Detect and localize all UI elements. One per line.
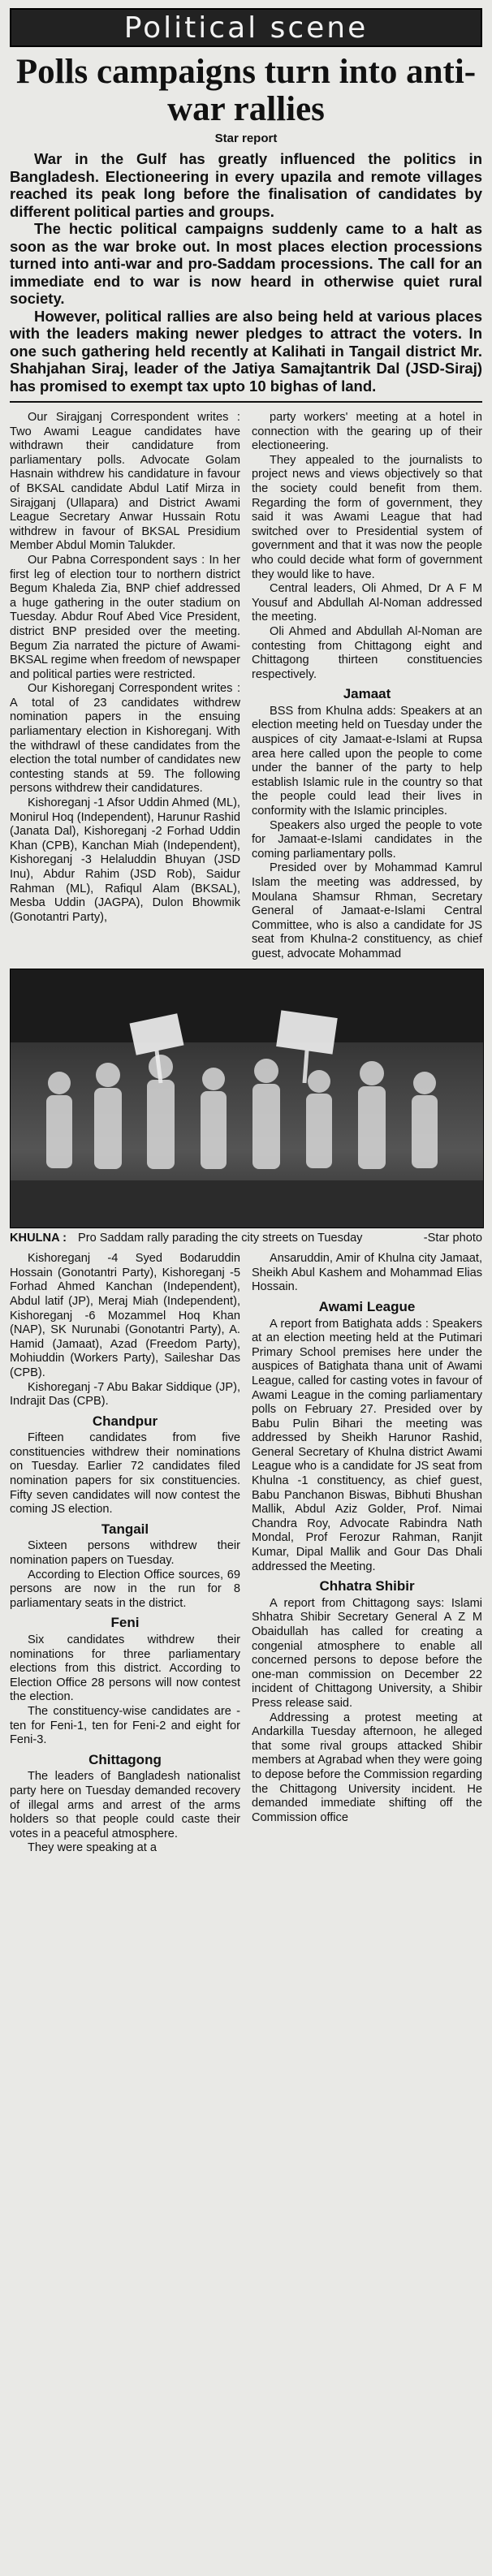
rally-photo <box>10 969 484 1228</box>
article-paragraph: Kishoreganj -7 Abu Bakar Siddique (JP), Indrajit Das (CPB). <box>10 1380 240 1409</box>
article-paragraph: Ansaruddin, Amir of Khulna city Jamaat, Sheikh Abul Kashem and Mohammad Elias Hossain. <box>252 1252 482 1294</box>
subhead-awami-league: Awami League <box>318 1298 416 1314</box>
lead-paragraph: However, political rallies are also being held at various places with the leaders making newer pledges to attract the voters. In one such gathering held recently at Kalihati in Tangail district Mr. Shahjahan Siraj, leader of the Jatiya Samajtantrik Dal (JSD-Siraj) has promised to exempt tax upto 10 bighas of land. <box>10 307 482 395</box>
crowd-silhouette <box>11 969 483 1228</box>
article-paragraph: Fifteen candidates from five constituencies withdrew their nominations on Tuesday. Earlier 72 candidates filed nomination papers for six constituencies. Fifty seven candidates will now contest the coming JS election. <box>10 1431 240 1517</box>
subhead-chhatra-shibir: Chhatra Shibir <box>319 1578 415 1594</box>
lower-right-column <box>252 1252 482 1856</box>
article-paragraph: A report from Chittagong says: Islami Shhatra Shibir Secretary General A Z M Obaidullah has called for creating a congenial atmosphere to enable all concerned persons to depose before the one-man commission on December 22 incident of Chittagong University, a Shibir Press release said. <box>252 1596 482 1710</box>
article-paragraph: The constituency-wise candidates are - ten for Feni-1, ten for Feni-2 and eight for Feni-3. <box>10 1704 240 1747</box>
headline: Polls campaigns turn into anti- war rallies <box>15 53 477 128</box>
caption-text: Pro Saddam rally parading the city streets on Tuesday <box>78 1231 363 1245</box>
article-paragraph: Our Kishoreganj Correspondent writes : A total of 23 candidates withdrew nomination papers in the ensuing parliamentary election in Kishoreganj. With the withdrawl of these candidates from the election the total number of candidates new contesting stands at 59. The following persons withdrew their candidatures. <box>10 682 240 796</box>
upper-right-column <box>252 411 482 962</box>
article-paragraph: Central leaders, Oli Ahmed, Dr A F M Yousuf and Abdullah Al-Noman addressed the meeting. <box>252 582 482 624</box>
article-paragraph: Our Pabna Correspondent says : In her first leg of election tour to northern district Begum Khaleda Zia, BNP chief addressed a huge gathering in the outer stadium on Tuesday. Abdur Rouf Abed Vice President, district BNP presided over the meeting. Begum Zia narrated the picture of Awami-BKSAL regime when freedom of newspaper and political parties were restricted. <box>10 553 240 681</box>
article-paragraph: Our Sirajganj Correspondent writes : Two Awami League candidates have withdrawn their candidature from parliamentary polls. Advocate Golam Hasnain withdrew his candidature in favour of BKSAL candidate Abdul Latif Mirza in Sirajganj (Ullapara) and District Awami League Secretary Anwar Hussain Rotu withdrew in favour of BKSAL Presidium Member Abdul Momin Talukder. <box>10 411 240 553</box>
photo-caption <box>10 1232 482 1246</box>
article-paragraph: Kishoreganj -1 Afsor Uddin Ahmed (ML), Monirul Hoq (Independent), Harunur Rashid (Janata Dal), Kishoreganj -2 Forhad Uddin Khan (CPB), Kanchan Miah (Independent), Kishoreganj -3 Helaluddin Bhuyan (JSD Inu), Abdur Rahim (JSD Rob), Saidur Rahman (ML), Rafiqul Alam (BKSAL), Mesba Uddin (JAGPA), Dulon Bhowmik (Gonotantri Party), <box>10 796 240 924</box>
article-paragraph: party workers' meeting at a hotel in connection with the gearing up of their electioneering. <box>252 411 482 453</box>
article-paragraph: According to Election Office sources, 69 persons are now in the run for 8 parliamentary seats in the district. <box>10 1568 240 1610</box>
article-paragraph: Oli Ahmed and Abdullah Al-Noman are contesting from Chittagong eight and Chittagong thirteen constituencies respectively. <box>252 624 482 681</box>
lower-left-column <box>10 1252 240 1856</box>
subhead-feni: Feni <box>110 1615 140 1631</box>
article-paragraph: Six candidates withdrew their nominations for three parliamentary elections from this district. According to Election Office 28 persons will now contest the election. <box>10 1633 240 1704</box>
article-paragraph: Sixteen persons withdrew their nomination papers on Tuesday. <box>10 1539 240 1568</box>
article-paragraph: Presided over by Mohammad Kamrul Islam the meeting was addressed, by Moulana Shamsur Rhman, Secretary General of Jamaat-e-Islami Central Committee, who is also a candidate for JS seat from Khulna-2 constituency, as chief guest, advocate Mohammad <box>252 861 482 960</box>
lead-paragraph: War in the Gulf has greatly influenced the politics in Bangladesh. Electioneering in every upazila and remote villages reached its peak long before the finalisation of candidates by different political parties and groups. <box>10 150 482 220</box>
section-banner: Political scene <box>10 8 482 47</box>
article-paragraph: The leaders of Bangladesh nationalist party here on Tuesday demanded recovery of illegal arms and arrest of the arms holders so that people could caste their votes in a peaceful atmosphere. <box>10 1770 240 1840</box>
subhead-chandpur: Chandpur <box>92 1413 158 1429</box>
upper-columns <box>10 411 482 962</box>
article-paragraph: Speakers also urged the people to vote for Jamaat-e-Islami candidates in the coming parliamentary polls. <box>252 818 482 861</box>
article-paragraph: BSS from Khulna adds: Speakers at an election meeting held on Tuesday under the auspices of city Jamaat-e-Islami at Rupsa area here called upon the people to come under the banner of the party to help establish Islamic rule in the country so that the people could lead their lives in conformity with the Islamic principles. <box>252 704 482 818</box>
article-paragraph: Kishoreganj -4 Syed Bodaruddin Hossain (Gonotantri Party), Kishoreganj -5 Forhad Ahmed Kanchan (Independent), Abdul latif (JP), Meraj Miah (Independent), Kishoreganj -6 Mozammel Hoq Khan (NAP), SK Nurunabi (Gonotantri Party), A. Hamid (Jamaat), Azad (Freedom Party), Mohiuddin (Workers Party), Saileshar Das (CPB). <box>10 1252 240 1379</box>
byline: Star report <box>214 132 278 145</box>
article-paragraph: They were speaking at a <box>28 1841 157 1855</box>
upper-left-column <box>10 411 240 962</box>
article-paragraph: Addressing a protest meeting at Andarkilla Tuesday afternoon, he alleged that some rival groups attacked Shibir members at Agrabad when they were going to depose before the Commission regarding the Chittagong University incident. He demanded immediate shifting off the Commission office <box>252 1711 482 1824</box>
article-paragraph: They appealed to the journalists to project news and views objectively so that the society could benefit from them. Regarding the form of government, they said it was Awami League that had switched over to Presidential system of government and that it was now the people who could decide what form of government they would like to have. <box>252 453 482 581</box>
photo-credit: -Star photo <box>423 1231 482 1245</box>
lead-paragraph: The hectic political campaigns suddenly came to a halt as soon as the war broke out. In most places election processions turned into anti-war and pro-Saddam processions. The call for an immediate end to war is now heard in otherwise quiet rural society. <box>10 220 482 307</box>
lead-paragraphs <box>10 150 482 395</box>
subhead-chittagong: Chittagong <box>88 1751 162 1767</box>
article-paragraph: A report from Batighata adds : Speakers at an election meeting held at the Putimari Primary School premises here under the auspices of Batighata thana unit of Awami League, called for casting votes in favour of Awami League in the coming parliamentary polls on February 27. Presided over by Babu Pulin Bihari the meeting was addressed by Sheikh Harunor Rashid, General Secretary of Khulna district Awami League who is a candidate for JS seat from Khulna -1 constituency, as chief guest, Babu Panchanon Biswas, Bibhuti Bhushan Mallik, Abdul Aziz Golder, Prof. Nimai Chandra Roy, Advocate Rabindra Nath Mondal, Prof Ferozur Rahman, Ranjit Kumar, Dipal Mallik and Gour Das Dhali addressed the Meeting. <box>252 1317 482 1573</box>
subhead-jamaat: Jamaat <box>343 686 391 702</box>
lower-columns <box>10 1252 482 1856</box>
caption-place: KHULNA : <box>10 1231 67 1245</box>
subhead-tangail: Tangail <box>101 1521 149 1537</box>
divider <box>10 401 482 403</box>
